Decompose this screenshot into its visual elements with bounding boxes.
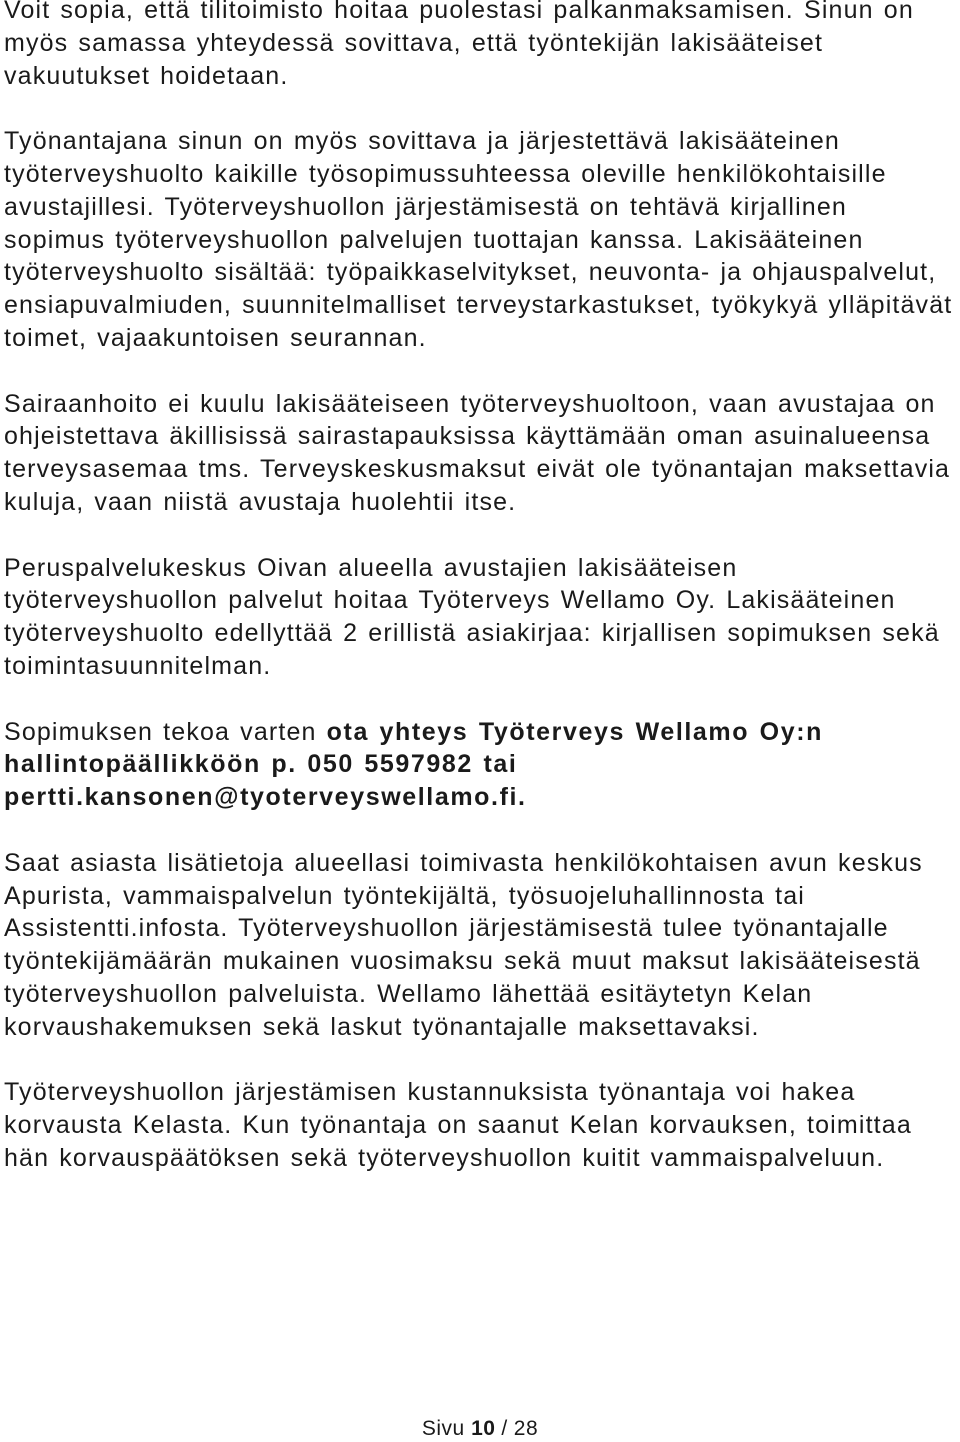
paragraph-wellamo-services: Peruspalvelukeskus Oivan alueella avustajien lakisääteisen työterveyshuollon palvelut hoitaa Työterveys Wellamo Oy. Lakisääteinen työterveyshuolto edellyttää 2 erillistä asiakirjaa: kirjallisen sopimuksen sekä toimintasuunnitelman. — [4, 553, 940, 680]
paragraph-contact — [4, 716, 956, 814]
current-page-number: 10 — [471, 1417, 496, 1440]
paragraph-medical-care: Sairaanhoito ei kuulu lakisääteiseen työterveyshuoltoon, vaan avustajaa on ohjeistettava äkillisissä sairastapauksissa käyttämään oman asuinalueensa terveysasemaa tms. Terveyskeskusmaksut eivät ole työnantajan maksettavia kuluja, vaan niistä avustaja huolehtii itse. — [4, 389, 951, 516]
page-separator: / — [501, 1417, 508, 1440]
paragraph-occupational-health: Työnantajana sinun on myös sovittava ja järjestettävä lakisääteinen työterveyshuolto kaikille työsopimussuhteessa oleville henkilökohtaisille avustajillesi. Työterveyshuollon järjestämisestä on tehtävä kirjallinen sopimus työterveyshuollon palvelujen tuottajan kanssa. Lakisääteinen työterveyshuolto sisältää: työpaikkaselvitykset, neuvonta- ja ohjauspalvelut, ensiapuvalmiuden, suunnitelmalliset terveystarkastukset, työkykyä ylläpitävät toimet, vajaakuntoisen seurannan. — [4, 127, 953, 352]
contact-details: ota yhteys Työterveys Wellamo Oy:n hallintopäällikköön p. 050 5597982 tai pertti.kansonen@tyoterveyswellamo.fi. — [4, 717, 824, 812]
paragraph-kela-compensation: Työterveyshuollon järjestämisen kustannuksista työnantaja voi hakea korvausta Kelasta. Kun työnantaja on saanut Kelan korvauksen, toimittaa hän korvauspäätöksen sekä työterveyshuollon kuitit vammaispalveluun. — [4, 1078, 912, 1172]
page-label: Sivu — [421, 1417, 465, 1440]
document-page — [4, 0, 956, 1175]
page-footer — [0, 1417, 960, 1441]
contact-intro: Sopimuksen tekoa varten — [4, 717, 327, 746]
paragraph-payroll: Voit sopia, että tilitoimisto hoitaa puolestasi palkanmaksamisen. Sinun on myös samassa yhteydessä sovittava, että työntekijän lakisääteiset vakuutukset hoidetaan. — [4, 0, 914, 90]
total-pages: 28 — [513, 1417, 539, 1440]
paragraph-more-info: Saat asiasta lisätietoja alueellasi toimivasta henkilökohtaisen avun keskus Apurista, vammaispalvelun työntekijältä, työsuojeluhallinnosta tai Assistentti.infosta. Työterveyshuollon järjestämisestä tulee työnantajalle työntekijämäärän mukainen vuosimaksu sekä muut maksut lakisääteisestä työterveyshuollon palveluista. Wellamo lähettää esitäytetyn Kelan korvaushakemuksen sekä laskut työnantajalle maksettavaksi. — [4, 848, 923, 1041]
